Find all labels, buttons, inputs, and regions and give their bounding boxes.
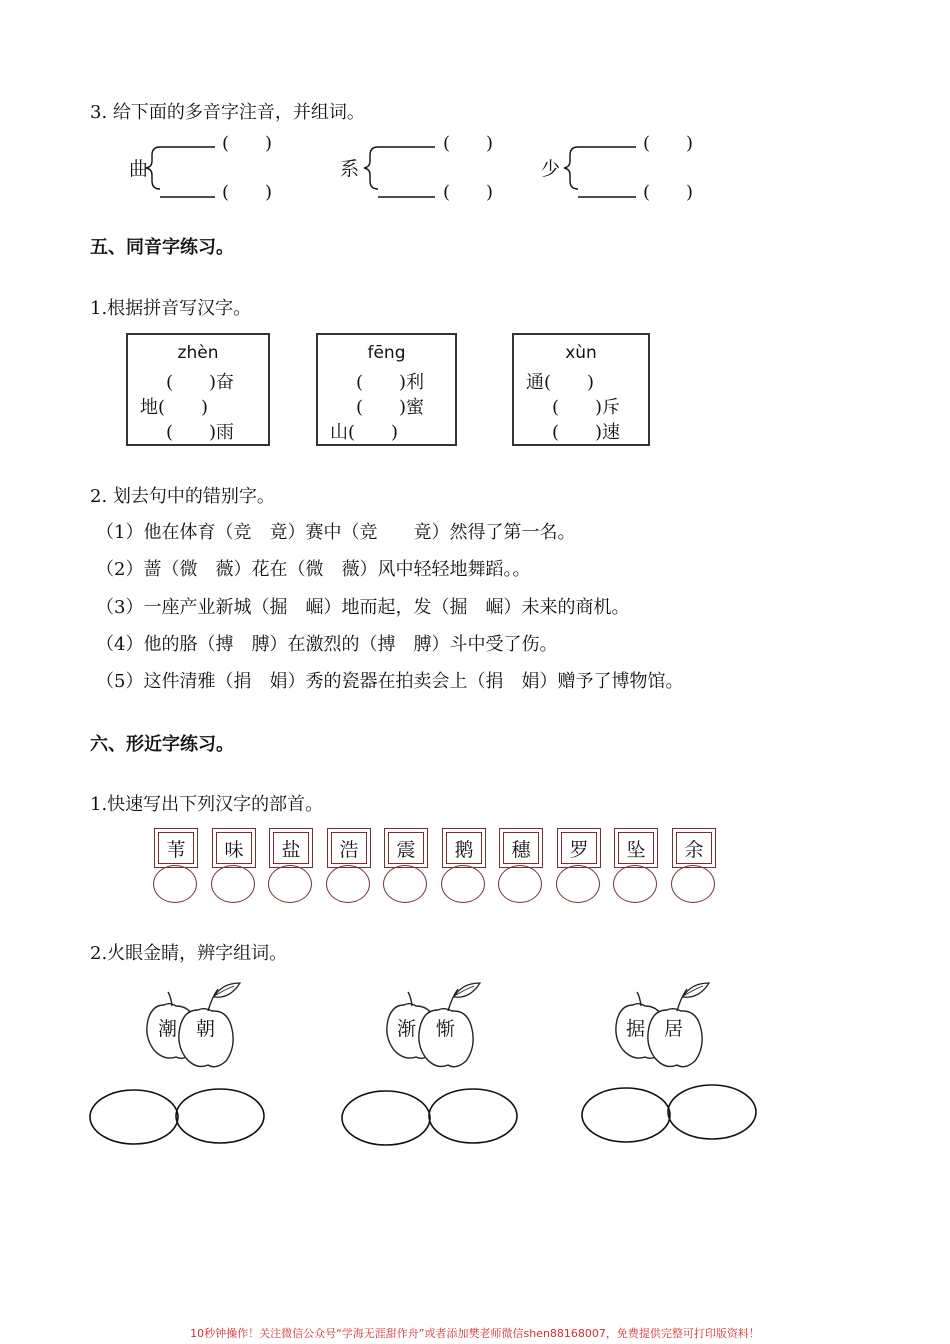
apple-pairs-graphic <box>0 975 950 1155</box>
radical-char: 鹅 <box>446 832 482 864</box>
pinyin-blank[interactable]: ( ) <box>443 182 494 203</box>
radical-answer-circle[interactable] <box>441 865 485 903</box>
fill-line[interactable]: 山( ) <box>330 422 399 443</box>
radical-char-box <box>269 828 313 868</box>
radical-answer-circle[interactable] <box>613 865 657 903</box>
typo-sentence-1[interactable]: （1）他在体育（竞 竟）赛中（竞 竟）然得了第一名。 <box>96 522 576 543</box>
pair-char: 渐 <box>397 1018 417 1040</box>
radical-char: 穗 <box>503 832 539 864</box>
radical-char-box <box>442 828 486 868</box>
fill-line[interactable]: 通( ) <box>526 372 595 393</box>
pair-question: 2.火眼金睛，辨字组词。 <box>90 943 288 964</box>
radical-char-box <box>614 828 658 868</box>
fill-line[interactable]: ( )斥 <box>552 397 621 418</box>
radical-char: 震 <box>388 832 424 864</box>
radical-char: 罗 <box>561 832 597 864</box>
radical-char-box <box>212 828 256 868</box>
pair-char: 朝 <box>196 1018 216 1040</box>
pinyin-blank[interactable]: ( ) <box>443 133 494 154</box>
fill-line[interactable]: ( )速 <box>552 422 621 443</box>
polyphone-char-2: 系 <box>340 158 360 180</box>
typo-sentence-2[interactable]: （2）蔷（微 薇）花在（微 薇）风中轻轻地舞蹈。。 <box>96 559 531 580</box>
pair-char: 惭 <box>436 1018 456 1040</box>
pinyin-blank[interactable]: ( ) <box>643 133 694 154</box>
radical-char: 余 <box>676 832 712 864</box>
fill-line[interactable]: ( )利 <box>356 372 425 393</box>
radical-answer-circle[interactable] <box>498 865 542 903</box>
radical-answer-circle[interactable] <box>326 865 370 903</box>
pinyin-blank[interactable]: ( ) <box>222 182 273 203</box>
pinyin-label: zhèn <box>177 343 219 363</box>
pinyin-blank[interactable]: ( ) <box>222 133 273 154</box>
homophone-question: 1.根据拼音写汉字。 <box>90 298 252 319</box>
radical-answer-circle[interactable] <box>383 865 427 903</box>
radical-char: 味 <box>216 832 252 864</box>
polyphone-question: 3. 给下面的多音字注音，并组词。 <box>90 102 365 123</box>
radical-char-box <box>327 828 371 868</box>
pair-char: 潮 <box>158 1018 178 1040</box>
radical-char-box <box>672 828 716 868</box>
radical-answer-circle[interactable] <box>211 865 255 903</box>
pinyin-label: xùn <box>565 343 597 363</box>
section6-heading: 六、形近字练习。 <box>90 734 234 755</box>
radical-char-box <box>384 828 428 868</box>
pinyin-box-zhen <box>126 333 270 446</box>
radical-answer-circle[interactable] <box>671 865 715 903</box>
fill-line[interactable]: ( )奋 <box>166 372 235 393</box>
typo-sentence-3[interactable]: （3）一座产业新城（掘 崛）地而起，发（掘 崛）未来的商机。 <box>96 597 630 618</box>
polyphone-char-1: 曲 <box>129 158 149 180</box>
radical-char-box <box>154 828 198 868</box>
pinyin-box-feng <box>316 333 457 446</box>
footer-notice: 10秒钟操作！关注微信公众号“学海无涯甜作舟”或者添加樊老师微信shen88168007，免费提供完整可打印版资料！ <box>190 1327 760 1340</box>
pinyin-blank[interactable]: ( ) <box>643 182 694 203</box>
pair-char: 居 <box>664 1018 684 1040</box>
radical-answer-circle[interactable] <box>268 865 312 903</box>
pinyin-label: fēng <box>367 343 406 363</box>
pair-char: 据 <box>626 1018 646 1040</box>
fill-line[interactable]: 地( ) <box>140 397 209 418</box>
fill-line[interactable]: ( )雨 <box>166 422 235 443</box>
typo-sentence-4[interactable]: （4）他的胳（搏 膊）在激烈的（搏 膊）斗中受了伤。 <box>96 634 558 655</box>
radical-char: 浩 <box>331 832 367 864</box>
radical-question: 1.快速写出下列汉字的部首。 <box>90 794 324 815</box>
radical-answer-circle[interactable] <box>556 865 600 903</box>
section5-heading: 五、同音字练习。 <box>90 237 234 258</box>
radical-char: 盐 <box>273 832 309 864</box>
radical-char-box <box>499 828 543 868</box>
radical-char: 苇 <box>158 832 194 864</box>
polyphone-char-3: 少 <box>541 158 561 180</box>
pinyin-box-xun <box>512 333 650 446</box>
radical-char: 坠 <box>618 832 654 864</box>
fill-line[interactable]: ( )蜜 <box>356 397 425 418</box>
radical-char-box <box>557 828 601 868</box>
typo-sentence-5[interactable]: （5）这件清雅（捐 娟）秀的瓷器在拍卖会上（捐 娟）赠予了博物馆。 <box>96 671 684 692</box>
typo-question: 2. 划去句中的错别字。 <box>90 486 275 507</box>
radical-answer-circle[interactable] <box>153 865 197 903</box>
